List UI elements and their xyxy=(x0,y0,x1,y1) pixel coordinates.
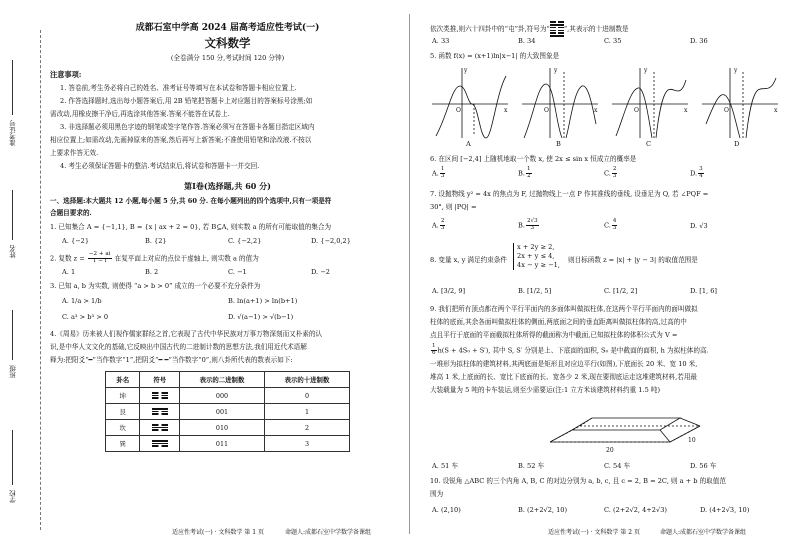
q8-option-d: D. [1, 6] xyxy=(690,287,717,295)
q5-graphs xyxy=(430,64,780,150)
class-label: 班级 xyxy=(9,365,17,378)
q7-option-c: C. $\frac{4}{3}$ xyxy=(604,218,617,231)
svg-text:x: x xyxy=(774,107,778,114)
exam-no-field xyxy=(12,60,13,115)
q5-option-b: B xyxy=(556,140,561,148)
svg-text:y: y xyxy=(734,67,738,74)
table-header-row xyxy=(106,372,350,388)
q10-option-c: C. (2+2√2, 4+2√3) xyxy=(604,506,667,514)
trigram-symbol xyxy=(140,420,180,436)
constraint: 4x − y ≥ −1, xyxy=(517,260,560,269)
trigram-symbol xyxy=(140,388,180,404)
q10-option-a: A. (2,10) xyxy=(432,506,461,514)
q10-option-b: B. (2+2√2, 10) xyxy=(518,506,568,514)
notes-title: 注意事项: xyxy=(50,70,82,79)
q9-line: 一堆形为拟柱体的建筑材料,其两底面是矩形且对应边平行(如图),下底面长 20 米、宽 10 米, xyxy=(430,360,698,368)
page-divider xyxy=(409,14,410,534)
fig-label-length: 20 xyxy=(606,447,614,454)
notes-item: 上要求作答无效. xyxy=(50,149,99,157)
q10-line: 10. 设锐角 △ABC 的三个内角 A, B, C 的对边分别为 a, b, c, 且 c = 2, B = 2C, 则 a + b 的取值范 xyxy=(430,477,726,485)
q6-option-b: B. $\frac{1}{2}$ xyxy=(518,166,531,179)
q1-option-c: C. {−2,2} xyxy=(228,237,262,245)
table-row xyxy=(106,436,350,452)
q10-line: 围为 xyxy=(430,490,444,498)
decimal-value: 0 xyxy=(264,388,349,404)
q4-continued xyxy=(430,20,629,38)
q4-option-d: D. 36 xyxy=(690,37,708,45)
notes-item: 需改动,用橡皮擦干净后,再选涂其他答案.答案不能答在试卷上. xyxy=(50,110,230,118)
q4-cont-text: 依次类推,则六十四卦中的“屯”卦,符号为“ xyxy=(430,24,550,33)
q1-option-d: D. {−2,0,2} xyxy=(311,237,351,245)
footer-left-author: 命题人:成都石室中学数学备课组 xyxy=(285,529,372,536)
zhun-hexagram-icon xyxy=(550,20,564,38)
trigram-name: 坤 xyxy=(106,388,140,404)
graph-c xyxy=(612,68,688,140)
fig-label-width: 10 xyxy=(688,437,696,444)
notes-item: 1. 答卷前,考生务必将自己的姓名、准考证号等填写在本试卷和答题卡相应位置上. xyxy=(60,84,297,92)
q5-stem: 5. 函数 f(x) = (x+1)ln|x−1| 的大致图象是 xyxy=(430,52,560,60)
q3-option-c: C. a³ > b³ > 0 xyxy=(62,313,109,321)
exam-no-label: 准考证号 xyxy=(9,120,17,146)
q2-option-c: C. −1 xyxy=(228,268,247,276)
q2-stem xyxy=(50,252,259,265)
q9-option-c: C. 54 车 xyxy=(604,462,631,470)
svg-text:y: y xyxy=(644,67,648,74)
school-label: 学校 xyxy=(9,490,17,503)
q3-stem: 3. 已知 a, b 为实数, 则使得 “a > b > 0” 成立的一个必要不充分条件为 xyxy=(50,282,261,290)
bagua-table xyxy=(105,371,350,452)
q4-option-b: B. 34 xyxy=(518,37,536,45)
trigram-icon xyxy=(152,439,168,449)
q9-line: 堆高 1 米,上底面的长、宽比下底面的长、宽各少 2 米,现在要彻底运走这堆建筑材料,若用最 xyxy=(430,373,698,381)
q2-option-d: D. −2 xyxy=(311,268,330,276)
binary-value: 001 xyxy=(179,404,264,420)
q4-line: 4.《周易》历来被人们视作儒家群经之首,它表现了古代中华民族对万事万物深刻而又朴素的认 xyxy=(50,330,323,338)
trigram-icon xyxy=(152,423,168,433)
q3-option-d: D. √(a−1) > √(b−1) xyxy=(228,313,294,321)
footer-right-page: 适应性考试(一) · 文科数学 第 2 页 xyxy=(548,529,640,536)
q3-option-a: A. 1/a > 1/b xyxy=(62,297,102,305)
trigram-icon xyxy=(152,391,168,401)
q4-option-a: A. 33 xyxy=(432,37,450,45)
exam-title: 成都石室中学高 2024 届高考适应性考试(一) xyxy=(135,23,320,33)
svg-text:x: x xyxy=(684,107,688,114)
q7-line: 7. 设抛物线 y² = 4x 的焦点为 F, 过抛物线上一点 P 作其准线的垂线, 设垂足为 Q, 若 ∠PQF = xyxy=(430,190,709,198)
q9-option-d: D. 56 车 xyxy=(690,462,717,470)
q5-option-d: D xyxy=(734,140,740,148)
trigram-name: 巽 xyxy=(106,436,140,452)
trigram-name: 艮 xyxy=(106,404,140,420)
footer-left-page: 适应性考试(一) · 文科数学 第 1 页 xyxy=(172,529,264,536)
q2-stem-b: 在复平面上对应的点位于虚轴上, 则实数 a 的值为 xyxy=(114,254,259,263)
q2-option-b: B. 2 xyxy=(145,268,159,276)
q5-option-c: C xyxy=(646,140,652,148)
q8-stem-a: 8. 变量 x, y 满足约束条件 xyxy=(430,256,507,264)
trigram-symbol xyxy=(140,436,180,452)
section-intro: 合题目要求的. xyxy=(50,209,92,217)
q9-line: 大装载量为 5 吨的卡车装运,则至少需要运(注:1 立方米该建筑材料约重 1.5 吨) xyxy=(430,386,661,394)
q9-option-b: B. 52 车 xyxy=(518,462,545,470)
prismatoid-figure xyxy=(540,400,720,460)
q6-option-c: C. $\frac{2}{3}$ xyxy=(604,166,617,179)
trigram-symbol xyxy=(140,404,180,420)
binding-line xyxy=(40,30,41,530)
q2-stem-a: 2. 复数 z = xyxy=(50,254,85,263)
table-row xyxy=(106,404,350,420)
notes-item: 相应位置上;如需改动,先画掉原来的答案,然后再写上新答案;不准使用铅笔和涂改液.不按以 xyxy=(50,136,312,144)
q7-option-d: D. √3 xyxy=(690,222,708,230)
decimal-value: 1 xyxy=(264,404,349,420)
q10-option-d: D. (4+2√3, 10) xyxy=(700,506,750,514)
svg-text:x: x xyxy=(504,107,508,114)
svg-text:y: y xyxy=(464,67,468,74)
q7-line: 30°, 则 |PQ| = xyxy=(430,203,477,211)
notes-item: 3. 非选择题必须用黑色字迹的钢笔或签字笔作答.答案必须写在答题卡各题目指定区域内 xyxy=(60,123,315,131)
binary-value: 010 xyxy=(179,420,264,436)
constraint: x + 2y ≥ 2, xyxy=(517,243,555,251)
binary-value: 000 xyxy=(179,388,264,404)
constraint: 2x + y ≤ 4, xyxy=(517,251,555,260)
q4-cont-text: ”,其表示的十进制数是 xyxy=(563,24,629,33)
subject-title: 文科数学 xyxy=(204,36,251,50)
table-row xyxy=(106,420,350,436)
q9-line: $\frac{1}{6}$ h(S + 4S₀ + S′), 其中 S, S′ 分别是上、下底面的面积, S₀ 是中截面的面积, h 为拟柱体的高. xyxy=(432,343,709,356)
decimal-value: 2 xyxy=(264,420,349,436)
q9-option-a: A. 51 车 xyxy=(432,462,459,470)
graph-b xyxy=(522,68,598,140)
class-field xyxy=(12,310,13,360)
q1-option-a: A. {−2} xyxy=(62,237,90,245)
q8-stem-b: 则目标函数 z = |x| + |y − 3| 的取值范围是 xyxy=(568,256,698,264)
q8-option-c: C. [1/2, 2] xyxy=(604,287,638,295)
graph-a xyxy=(432,68,508,138)
table-header: 表示的二进制数 xyxy=(179,372,264,388)
q9-line: 点且平行于底面的平面截拟柱体所得的截面称为中截面,已知拟柱体的体积公式为 V = xyxy=(430,331,678,339)
q4-line: 识,是中华人文文化的基础,它反映出中国古代的二进制计数的思想方法,我们用近代术语解 xyxy=(50,343,307,351)
q8-constraints xyxy=(513,243,560,270)
footer-right-author: 命题人:成都石室中学数学备课组 xyxy=(660,529,747,536)
notes-item: 2. 作答选择题时,选出每小题答案后,用 2B 铅笔把答题卡上对应题目的答案标号涂黑;如 xyxy=(60,97,313,105)
q5-option-a: A xyxy=(466,140,471,148)
q9-line: 9. 我们把所有顶点都在两个平行平面内的多面体叫做拟柱体,在这两个平行平面内的面叫做拟 xyxy=(430,305,698,313)
q8-option-b: B. [1/2, 5] xyxy=(518,287,552,295)
svg-text:y: y xyxy=(554,67,558,74)
section-intro: 一、选择题:本大题共 12 小题,每小题 5 分,共 60 分. 在每小题列出的四个选项中,只有一项是符 xyxy=(50,197,332,205)
exam-meta: (全卷满分 150 分,考试时间 120 分钟) xyxy=(170,54,285,62)
q3-option-b: B. ln(a+1) > ln(b+1) xyxy=(228,297,298,305)
graph-d xyxy=(702,68,778,140)
svg-text:O: O xyxy=(544,107,549,114)
notes-item: 4. 考生必须保证答题卡的整洁.考试结束后,将试卷和答题卡一并交回. xyxy=(60,162,260,170)
q6-option-a: A. $\frac{1}{3}$ xyxy=(432,166,445,179)
table-header: 卦名 xyxy=(106,372,140,388)
q1-stem: 1. 已知集合 A = {−1,1}, B = {x | ax + 2 = 0}, 若 B⊆A, 则实数 a 的所有可能取值的集合为 xyxy=(50,223,332,231)
trigram-icon xyxy=(152,407,168,417)
table-row xyxy=(106,388,350,404)
table-header: 表示的十进制数 xyxy=(264,372,349,388)
school-field xyxy=(12,430,13,485)
svg-text:O: O xyxy=(724,107,729,114)
q4-line: 释为:把阳爻“━”当作数字“1”,把阴爻“━ ━”当作数字“0”,则八卦所代表的数表示如下: xyxy=(50,356,293,364)
q7-option-a: A. $\frac{2}{3}$ xyxy=(432,218,445,231)
svg-text:x: x xyxy=(594,107,598,114)
name-label: 姓名 xyxy=(9,245,17,258)
q6-stem: 6. 在区间 [−2,4] 上随机地取一个数 x, 使 2x ≤ sin x 恒成立的概率是 xyxy=(430,155,637,163)
decimal-value: 3 xyxy=(264,436,349,452)
q2-option-a: A. 1 xyxy=(62,268,76,276)
svg-text:O: O xyxy=(456,107,461,114)
q1-option-b: B. {2} xyxy=(145,237,167,245)
binary-value: 011 xyxy=(179,436,264,452)
svg-text:O: O xyxy=(634,107,639,114)
q2-fraction: $\frac{-2 + ai}{1 - i}$ xyxy=(88,251,111,264)
q9-line: 柱体的底面,其余各面叫做拟柱体的侧面,两底面之间的垂直距离叫做拟柱体的高,过高的中 xyxy=(430,318,687,326)
trigram-name: 坎 xyxy=(106,420,140,436)
part1-title: 第Ⅰ卷(选择题,共 60 分) xyxy=(184,181,271,191)
q6-option-d: D. $\frac{3}{4}$ xyxy=(690,166,703,179)
q7-option-b: B. $\frac{2√3}{3}$ xyxy=(518,218,538,231)
q4-option-c: C. 35 xyxy=(604,37,622,45)
q8-option-a: A. [3/2, 9] xyxy=(432,287,466,295)
name-field xyxy=(12,190,13,240)
table-header: 符号 xyxy=(140,372,180,388)
